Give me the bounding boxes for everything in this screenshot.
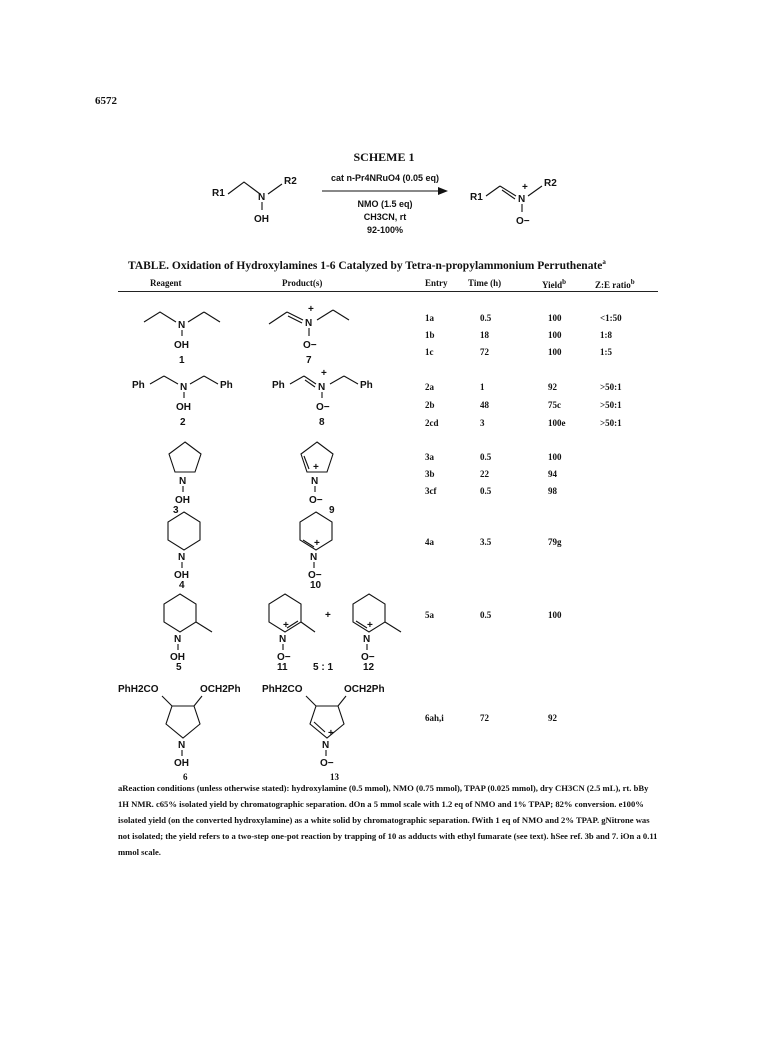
scheme-reactant-structure [212,170,312,230]
cell-time: 0.5 [480,313,492,323]
cell-ratio: >50:1 [600,382,622,392]
header-time: Time (h) [468,278,502,288]
compound-number: 9 [329,505,335,516]
structure-6 [118,680,248,768]
structure-3 [155,436,215,514]
header-rule [118,291,658,292]
label-n: N [518,194,526,205]
cell-entry: 6ah,i [425,713,444,723]
label-plus: + [328,728,334,739]
label-ph: Ph [272,380,285,391]
structure-2 [128,370,248,430]
structure-5 [150,590,240,673]
structure-10 [284,508,354,591]
structure-8 [268,366,388,430]
label-n: N [363,634,371,645]
label-och2ph: OCH2Ph [344,684,385,695]
compound-number: 10 [310,580,322,591]
label-o-minus: O− [308,570,322,581]
header-product: Product(s) [282,278,323,288]
cell-time: 0.5 [480,610,492,620]
label-n: N [310,552,318,563]
label-plus: + [308,304,314,315]
header-reagent: Reagent [150,278,182,288]
label-plus: + [325,610,331,621]
compound-number: 8 [319,417,325,428]
structure-9 [285,436,350,514]
product-ratio: 5 : 1 [313,662,334,673]
label-n: N [322,740,330,751]
label-oh: OH [170,652,185,663]
cell-time: 22 [480,469,489,479]
label-n: N [179,476,187,487]
label-oh: OH [175,495,190,506]
compound-number: 6 [183,772,188,782]
cell-yield: 100 [548,313,562,323]
structure-4 [152,508,216,591]
cell-entry: 3b [425,469,435,479]
compound-number: 3 [173,505,179,516]
structure-1 [140,300,230,365]
cell-time: 0.5 [480,486,492,496]
cell-ratio: >50:1 [600,418,622,428]
cell-entry: 2cd [425,418,439,428]
label-n: N [178,320,186,331]
label-r1: R1 [212,188,225,199]
label-oh: OH [174,758,189,769]
label-o-minus: O− [320,758,334,769]
cell-ratio: >50:1 [600,400,622,410]
label-phh2co: PhH2CO [262,684,303,695]
cell-time: 0.5 [480,452,492,462]
structure-7 [265,298,360,365]
compound-number: 7 [306,355,312,366]
label-o-minus: O− [277,652,291,663]
structure-13 [262,680,392,768]
cell-yield: 100 [548,610,562,620]
cell-entry: 5a [425,610,434,620]
label-r1: R1 [470,192,483,203]
label-plus: + [321,368,327,379]
label-n: N [178,552,186,563]
cell-yield: 94 [548,469,557,479]
label-o-minus: O− [303,340,317,351]
label-o-minus: O− [316,402,330,413]
label-r2: R2 [544,178,557,189]
label-n: N [258,192,266,203]
label-plus: + [283,620,289,631]
header-yield: Yield$^b$ [542,278,567,290]
cell-time: 48 [480,400,489,410]
cell-entry: 3cf [425,486,437,496]
cell-yield: 100 [548,452,562,462]
cell-time: 72 [480,713,489,723]
cell-time: 3 [480,418,485,428]
cell-entry: 1c [425,347,434,357]
compound-number: 11 [277,662,288,673]
cell-yield: 98 [548,486,557,496]
condition-catalyst: cat n-Pr4NRuO4 (0.05 eq) [330,173,440,183]
label-o-minus: O− [516,216,530,227]
label-n: N [305,318,313,329]
cell-yield: 75c [548,400,561,410]
compound-number: 1 [179,355,185,366]
cell-entry: 1a [425,313,434,323]
label-n: N [174,634,182,645]
cell-time: 72 [480,347,489,357]
condition-nmo: NMO (1.5 eq) [357,199,413,209]
cell-time: 3.5 [480,537,492,547]
label-ph: Ph [132,380,145,391]
label-n: N [311,476,319,487]
cell-yield: 92 [548,382,557,392]
label-oh: OH [174,570,189,581]
label-plus: + [367,620,373,631]
label-r2: R2 [284,176,297,187]
cell-entry: 1b [425,330,435,340]
reaction-arrow [320,186,450,196]
compound-number: 2 [180,417,186,428]
label-ph: Ph [360,380,373,391]
header-entry: Entry [425,278,448,288]
condition-yield: 92-100% [366,225,404,235]
compound-number: 5 [176,662,182,673]
cell-yield: 100 [548,347,562,357]
label-plus: + [314,538,320,549]
label-n: N [178,740,186,751]
cell-yield: 79g [548,537,562,547]
cell-ratio: 1:8 [600,330,612,340]
cell-ratio: <1:50 [600,313,622,323]
page-number: 6572 [95,95,117,107]
cell-entry: 4a [425,537,434,547]
label-phh2co: PhH2CO [118,684,159,695]
label-och2ph: OCH2Ph [200,684,241,695]
header-ratio: Z:E ratio$^b$ [595,278,635,290]
label-n: N [279,634,287,645]
compound-number: 4 [179,580,185,591]
cell-entry: 2a [425,382,434,392]
cell-yield: 92 [548,713,557,723]
cell-yield: 100e [548,418,566,428]
label-oh: OH [176,402,191,413]
label-oh: OH [254,214,269,225]
label-plus: + [313,462,319,473]
label-n: N [318,382,326,393]
label-oh: OH [174,340,189,351]
compound-number: 13 [330,772,339,782]
cell-time: 18 [480,330,489,340]
cell-entry: 3a [425,452,434,462]
label-ph: Ph [220,380,233,391]
compound-number: 12 [363,662,375,673]
cell-yield: 100 [548,330,562,340]
label-o-minus: O− [361,652,375,663]
scheme-title: SCHEME 1 [353,150,415,164]
label-o-minus: O− [309,495,323,506]
label-plus: + [522,182,528,193]
label-n: N [180,382,188,393]
table-caption: TABLE. Oxidation of Hydroxylamines 1-6 Catalyzed by Tetra-n-propylammonium Perruthenate$^a$ [128,258,606,272]
table-footnotes: aReaction conditions (unless otherwise stated): hydroxylamine (0.5 mmol), NMO (0.75 mmol), TPAP (0.025 mmol), dry CH3CN (2.5 mL), rt. bBy 1H NMR. c65% isolated yield by chromatographic separation. dOn a 5 mmol scale with 1.2 eq of NMO and 1% TPAP; 82% conversion. e100% isolated yield (on the converted hydroxylamine) as a white solid by chromatographic separation. fWith 1 eq of NMO and 2% TPAP. gNitrone was not isolated; the yield refers to a two-step one-pot reaction by trapping of 10 as adducts with ethyl fumarate (see text). hSee ref. 3b and 7. iOn a 0.11 mmol scale. [118,783,658,857]
structure-11-12 [255,588,430,673]
cell-entry: 2b [425,400,435,410]
scheme-product-structure [470,170,580,230]
condition-solvent: CH3CN, rt [363,212,407,222]
cell-ratio: 1:5 [600,347,612,357]
cell-time: 1 [480,382,485,392]
